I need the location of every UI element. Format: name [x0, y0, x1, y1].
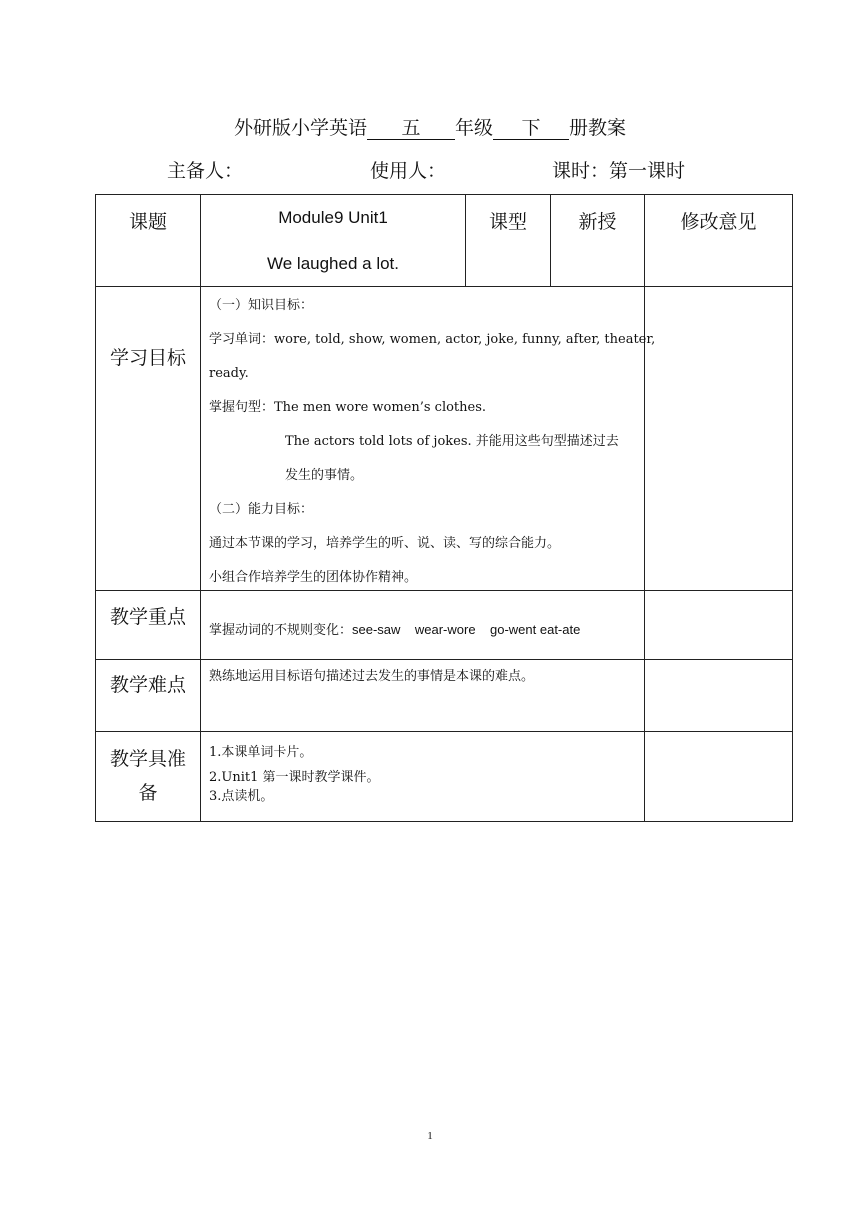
difficult-label: 教学难点 [109, 674, 186, 696]
goals-label-cell [96, 287, 201, 591]
words-cont: ready. [209, 366, 249, 381]
key-label-cell [96, 591, 201, 660]
preparer-label: 主备人： [167, 160, 244, 182]
key-revise-cell [645, 591, 793, 660]
prep-label-cell [96, 732, 201, 822]
page-number: 1 [427, 1130, 433, 1142]
key-cell [201, 591, 645, 660]
prep-item-2: 2.Unit1 第一课时教学课件。 [209, 770, 380, 785]
topic-line-2: We laughed a lot. [267, 254, 399, 273]
ability-line-2: 小组合作培养学生的团体协作精神。 [209, 570, 418, 585]
key-words: see-saw wear-wore go-went eat-ate [352, 622, 581, 637]
type-value: 新授 [578, 211, 617, 233]
difficult-label-cell [96, 660, 201, 732]
pattern-line-2-cont: 发生的事情。 [285, 468, 364, 483]
revise-label: 修改意见 [680, 211, 757, 233]
goals-row [96, 287, 793, 591]
difficult-cell [201, 660, 645, 732]
topic-label-cell [96, 195, 201, 287]
topic-cell [201, 195, 466, 287]
user-label: 使用人： [370, 160, 447, 182]
ability-line-1: 通过本节课的学习，培养学生的听、说、读、写的综合能力。 [209, 536, 561, 551]
knowledge-heading: （一）知识目标： [209, 298, 314, 313]
prep-label-1: 教学具准 [109, 748, 186, 770]
difficult-revise-cell [645, 660, 793, 732]
prep-cell [201, 732, 645, 822]
topic-line-1: Module9 Unit1 [278, 208, 388, 227]
pattern-line: 掌握句型：The men wore women’s clothes. [209, 400, 487, 415]
type-label: 课型 [488, 211, 527, 233]
lesson-plan-table [95, 194, 793, 822]
type-value-cell [551, 195, 645, 287]
revise-label-cell [645, 195, 793, 287]
pattern-line-2: The actors told lots of jokes. 并能用这些句型描述过去 [285, 434, 619, 449]
prep-item-3: 3.点读机。 [209, 789, 274, 804]
goals-revise-cell [645, 287, 793, 591]
key-prefix: 掌握动词的不规则变化： [209, 623, 353, 638]
prep-label-2: 备 [138, 782, 158, 804]
grade-blank: 五 [367, 117, 455, 140]
difficult-points-row [96, 660, 793, 732]
goals-label: 学习目标 [109, 347, 186, 369]
prep-revise-cell [645, 732, 793, 822]
goals-cell [201, 287, 656, 591]
key-points-row [96, 591, 793, 660]
topic-row [96, 195, 793, 287]
type-label-cell [466, 195, 551, 287]
difficult-text: 熟练地运用目标语句描述过去发生的事情是本课的难点。 [209, 669, 535, 684]
ability-heading: （二）能力目标： [209, 502, 314, 517]
grade-label: 年级 [454, 117, 493, 139]
words-line: 学习单词：wore, told, show, women, actor, joke, funny, after, theater, [209, 332, 656, 347]
topic-label: 课题 [128, 211, 167, 233]
term-label: 册教案 [569, 117, 627, 139]
preparation-row [96, 732, 793, 822]
prep-item-1: 1.本课单词卡片。 [209, 745, 313, 760]
key-label: 教学重点 [109, 606, 186, 628]
period-label: 课时：第一课时 [552, 160, 686, 182]
document-title [0, 116, 860, 140]
title-prefix: 外研版小学英语 [233, 117, 367, 139]
term-blank: 下 [493, 117, 569, 140]
